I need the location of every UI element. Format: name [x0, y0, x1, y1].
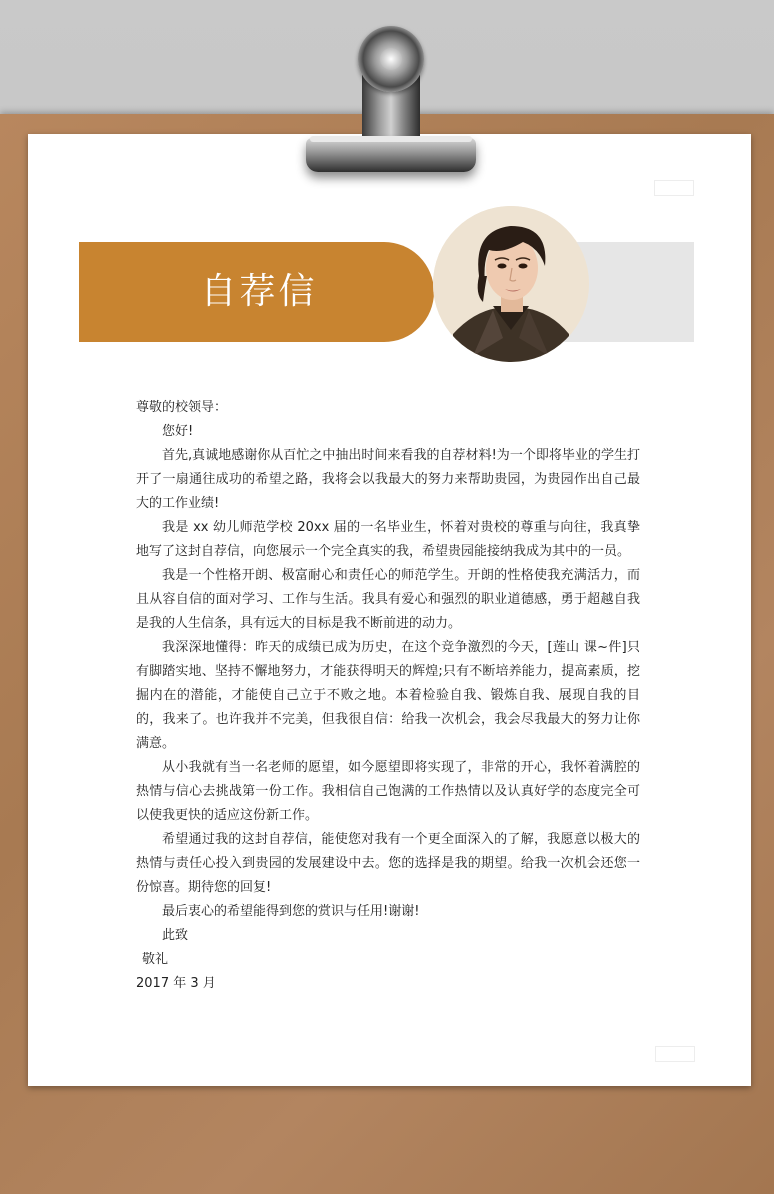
clip-plate — [306, 138, 476, 172]
portrait-photo — [433, 206, 589, 362]
binder-clip-icon — [306, 26, 476, 176]
greeting: 您好! — [162, 424, 194, 439]
closing-phrase: 此致 — [162, 928, 189, 943]
portrait-illustration — [433, 206, 589, 362]
clip-plate-highlight — [310, 136, 472, 142]
paragraph-6: 希望通过我的这封自荐信，能使您对我有一个更全面深入的了解，我愿意以极大的热情与责任心投入到贵园的发展建设中去。您的选择是我的期望。给我一次机会还您一份惊喜。期待您的回复! — [136, 832, 640, 895]
letter-body — [136, 396, 640, 996]
page-title: 自荐信 — [200, 271, 318, 312]
corner-mark-bottom — [655, 1046, 695, 1062]
paragraph-1: 首先,真诚地感谢你从百忙之中抽出时间来看我的自荐材料!为一个即将毕业的学生打开了一扇通往成功的希望之路，我将会以我最大的努力来帮助贵园，为贵园作出自己最大的工作业绩! — [136, 448, 640, 511]
paragraph-4: 我深深地懂得：昨天的成绩已成为历史，在这个竞争激烈的今天，[莲山 课~件]只有脚踏实地、坚持不懈地努力，才能获得明天的辉煌;只有不断培养能力，提高素质，挖掘内在的潜能，才能使自己立于不败之地。本着检验自我、锻炼自我、展现自我的目的，我来了。也许我并不完美，但我很自信：给我一次机会，我会尽我最大的努力让你满意。 — [136, 640, 640, 751]
paragraph-thanks: 最后衷心的希望能得到您的赏识与任用!谢谢! — [162, 904, 420, 919]
closing-salute: 敬礼 — [142, 952, 169, 967]
paragraph-2: 我是 xx 幼儿师范学校 20xx 届的一名毕业生，怀着对贵校的尊重与向往，我真挚地写了这封自荐信，向您展示一个完全真实的我，希望贵园能接纳我成为其中的一员。 — [136, 520, 640, 559]
salutation: 尊敬的校领导： — [136, 400, 228, 415]
letter-date: 2017 年 3 月 — [136, 976, 216, 991]
paragraph-5: 从小我就有当一名老师的愿望，如今愿望即将实现了，非常的开心，我怀着满腔的热情与信心去挑战第一份工作。我相信自己饱满的工作热情以及认真好学的态度完全可以使我更快的适应这份新工作。 — [136, 760, 640, 823]
clip-ring-hole — [380, 48, 402, 70]
paragraph-3: 我是一个性格开朗、极富耐心和责任心的师范学生。开朗的性格使我充满活力，而且从容自信的面对学习、工作与生活。我具有爱心和强烈的职业道德感，勇于超越自我是我的人生信条，具有远大的目标是我不断前进的动力。 — [136, 568, 640, 631]
corner-mark-top — [654, 180, 694, 196]
